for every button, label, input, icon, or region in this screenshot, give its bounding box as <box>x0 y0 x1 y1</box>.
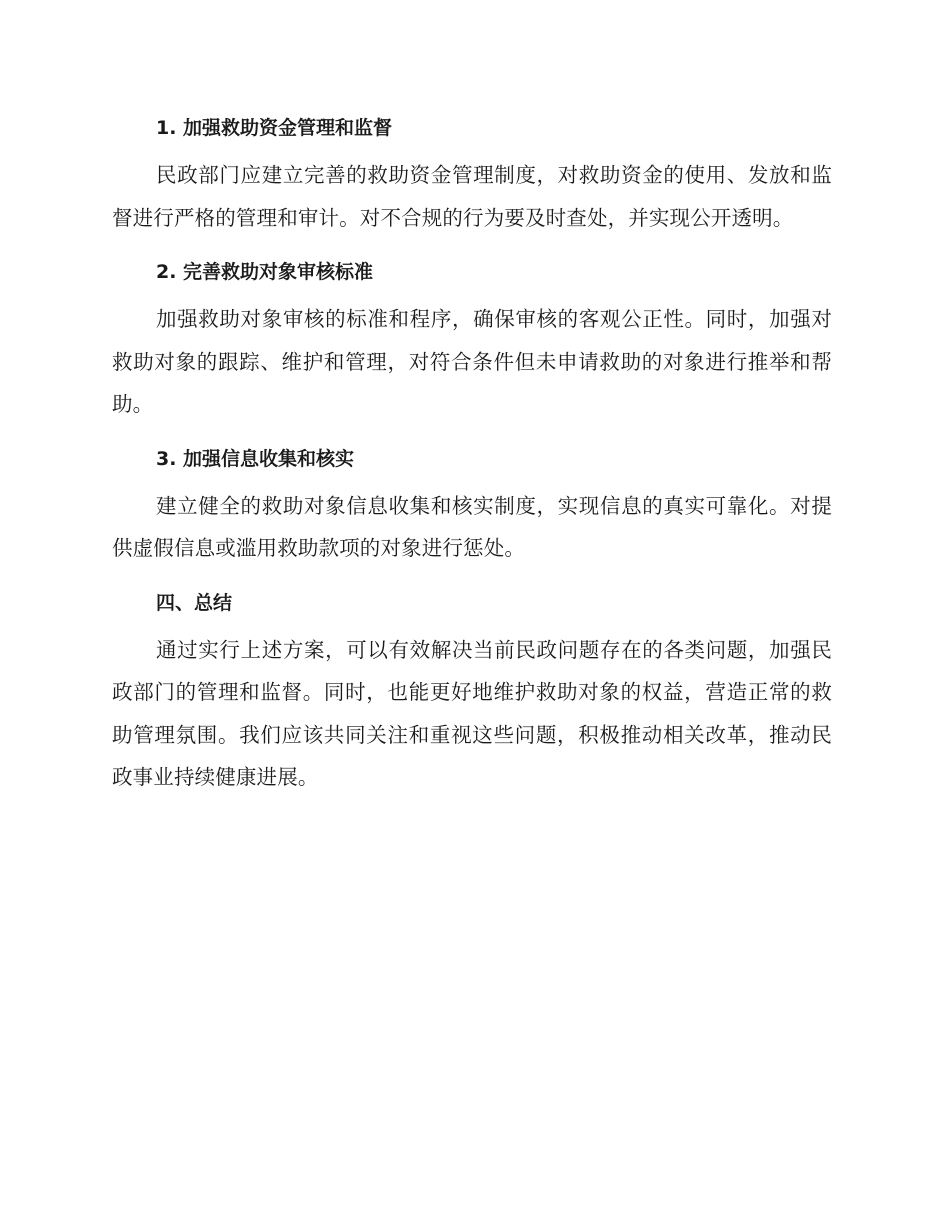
section-paragraph-summary: 通过实行上述方案，可以有效解决当前民政问题存在的各类问题，加强民政部门的管理和监督。同时，也能更好地维护救助对象的权益，营造正常的救助管理氛围。我们应该共同关注和重视这些问题，积极推动相关改革，推动民政事业持续健康进展。 <box>112 637 832 789</box>
section-heading-fund-management: 1. 加强救助资金管理和监督 <box>156 117 393 139</box>
section-heading-review-standards: 2. 完善救助对象审核标准 <box>156 261 374 283</box>
section-paragraph-information-verification: 建立健全的救助对象信息收集和核实制度，实现信息的真实可靠化。对提供虚假信息或滥用救助款项的对象进行惩处。 <box>112 493 832 560</box>
section-heading-summary: 四、总结 <box>156 591 233 614</box>
section-paragraph-review-standards: 加强救助对象审核的标准和程序，确保审核的客观公正性。同时，加强对救助对象的跟踪、维护和管理，对符合条件但未申请救助的对象进行推举和帮助。 <box>112 307 832 416</box>
section-paragraph-fund-management: 民政部门应建立完善的救助资金管理制度，对救助资金的使用、发放和监督进行严格的管理和审计。对不合规的行为要及时查处，并实现公开透明。 <box>112 163 832 230</box>
section-heading-information-verification: 3. 加强信息收集和核实 <box>156 447 355 470</box>
document-body <box>112 108 832 799</box>
